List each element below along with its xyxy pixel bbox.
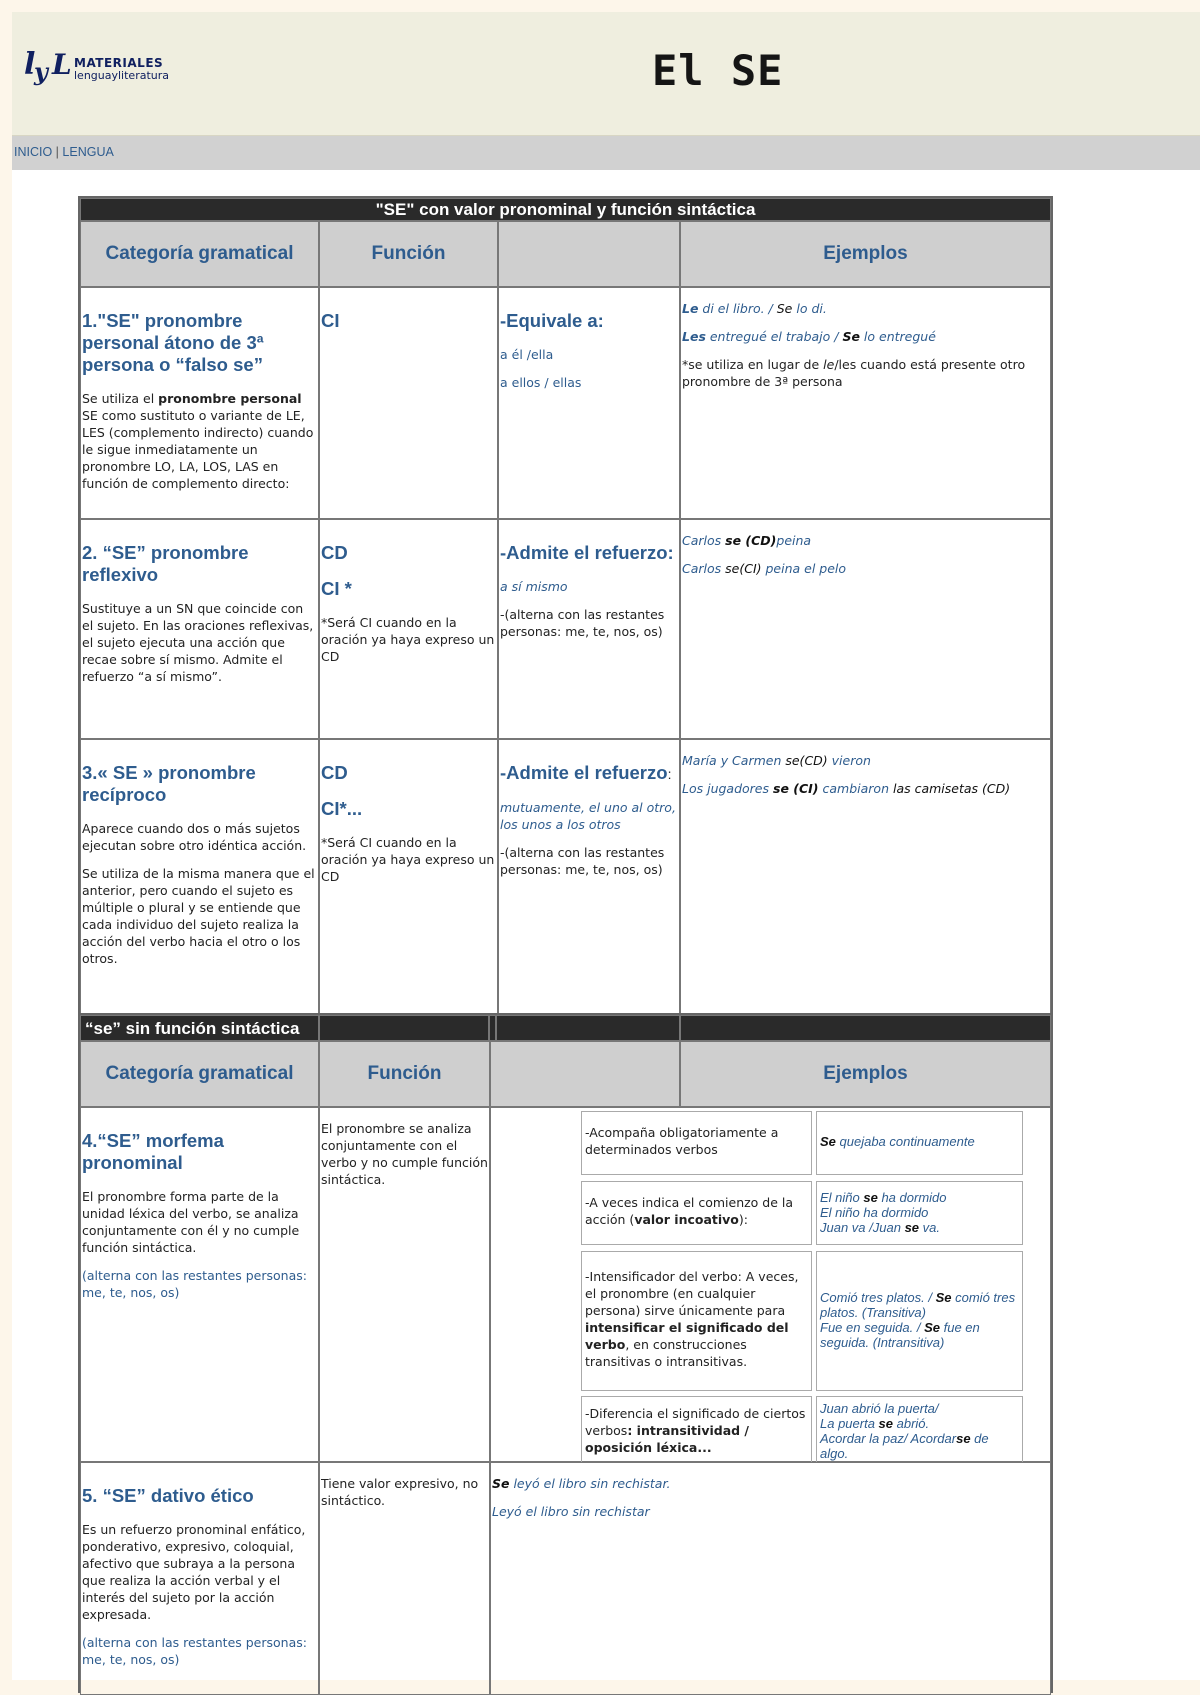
use-3-text-c: , en construcciones transitivas o intransitivas. (585, 1337, 748, 1369)
use-1-text: -Acompaña obligatoriamente a determinados verbos (585, 1125, 779, 1157)
row3-example-2 (682, 780, 1048, 797)
use-3-ex-b: comió tres platos. (Transitiva) (820, 1290, 1016, 1320)
svg-text:L: L (52, 48, 72, 81)
logo-materiales: MATERIALES (74, 56, 164, 70)
row3-example-1 (682, 752, 1048, 769)
use-4-ex-l2k: se (878, 1416, 894, 1431)
use-4-ex-l3b: de algo. (820, 1431, 989, 1461)
section1-table (78, 196, 1053, 1028)
row2-example-1 (682, 532, 1048, 549)
section2-title-gap-4 (680, 1015, 1051, 1041)
row1-example-2 (682, 328, 1048, 345)
use-2-example (816, 1181, 1023, 1245)
breadcrumb (14, 145, 114, 159)
row1-ex2-b: entregué el trabajo / (705, 329, 843, 344)
use-3-ex-d: fue en seguida. (Intransitiva) (820, 1320, 980, 1350)
use-3-example (816, 1251, 1023, 1391)
logo-lyl-icon (24, 44, 74, 86)
svg-text:l: l (24, 47, 36, 82)
use-2-text-b: valor incoativo (634, 1212, 739, 1227)
row5-ex1-b: leyó el libro sin rechistar. (509, 1476, 671, 1491)
use-4-ex-l3k: se (956, 1431, 971, 1446)
use-2-ex-l3b: va. (919, 1220, 940, 1235)
section1-title (80, 198, 1051, 221)
row5-description: Es un refuerzo pronominal enfático, ponderativo, expresivo, coloquial, afectivo que subraya a la persona que realiza la acción verbal y el interés del sujeto por la acción expresada. (82, 1522, 306, 1622)
use-1-ex-k: Se (820, 1134, 836, 1149)
row3-func-1: CD (321, 762, 348, 783)
s2-col-header-categoria-text: Categoría gramatical (105, 1063, 294, 1084)
page (12, 12, 1200, 1680)
row1-categoria (80, 287, 319, 519)
row5-alternation: (alterna con las restantes personas: me, te, nos, os) (82, 1635, 307, 1667)
row2-title: 2. “SE” pronombre reflexivo (82, 542, 249, 585)
use-4-ex-line-2 (820, 1416, 1019, 1431)
row3-ref-title-text: -Admite el refuerzo (500, 762, 668, 783)
row3-ex2-c: cambiaron (818, 781, 889, 796)
use-3-text-a: -Intensificador del verbo: A veces, el pronombre (en cualquier persona) sirve únicamente para (585, 1269, 799, 1318)
row2-ex2-c: peina el pelo (761, 561, 847, 576)
use-2-text-c: ): (738, 1212, 748, 1227)
s2-col-header-categoria (80, 1041, 319, 1107)
row3-ref-colon: : (667, 766, 672, 782)
row1-equiv-2: a ellos / ellas (500, 375, 582, 390)
logo-subtitle: lenguayliteratura (74, 69, 170, 82)
use-4-ex-l2a: La puerta (820, 1416, 879, 1431)
use-2 (581, 1181, 812, 1245)
row4-categoria (80, 1107, 319, 1462)
s2-col-header-funcion (319, 1041, 490, 1107)
row5-ex1-k: Se (492, 1476, 510, 1491)
row2-ex2-a: Carlos (682, 561, 726, 576)
row3-funcion (319, 739, 498, 1026)
row1-equiv-1: a él /ella (500, 347, 554, 362)
site-header (12, 12, 1200, 136)
row1-ex2-d: lo entregué (859, 329, 936, 344)
use-3-ex-a: Comió tres platos. / (820, 1290, 936, 1305)
row1-equiv-title: -Equivale a: (500, 310, 604, 331)
use-2-ex-line-1 (820, 1190, 1019, 1205)
row2-ex1-c: (CD) (741, 533, 777, 548)
row1-example-1 (682, 300, 1048, 317)
row3-ejemplos (680, 739, 1051, 1026)
s2-col-header-ejemplos-text: Ejemplos (823, 1063, 908, 1084)
row3-description-1: Aparece cuando dos o más sujetos ejecutan sobre otro idéntica acción. (82, 821, 307, 853)
use-2-ex-line-3 (820, 1220, 1019, 1235)
row3-refuerzo (498, 739, 680, 1026)
use-4-ex-l3a: Acordar la paz/ Acordar (820, 1431, 957, 1446)
col-header-funcion-text: Función (371, 243, 446, 264)
section2-title-gap-1 (319, 1015, 489, 1041)
use-2-ex-l1k: se (863, 1190, 878, 1205)
s2-col-header-blank (490, 1041, 680, 1107)
row3-func-2: CI*... (321, 798, 363, 819)
row2-ex1-b: se (725, 533, 742, 548)
row2-description: Sustituye a un SN que coincide con el sujeto. En las oraciones reflexivas, el sujeto ejecuta una acción que recae sobre sí mismo. Admite el refuerzo “a sí mismo”. (82, 601, 314, 684)
row2-refuerzo (498, 519, 680, 739)
use-4-ex-l2b: abrió. (893, 1416, 930, 1431)
use-1-ex-b: quejaba continuamente (835, 1134, 975, 1149)
row3-ex1-b: se(CD) (785, 753, 828, 768)
row1-desc-c: SE como sustituto o variante de LE, LES (complemento indirecto) cuando le sigue inmediatamente un pronombre LO, LA, LOS, LAS en función de complemento directo: (82, 408, 314, 491)
row1-ex1-c: Se (776, 301, 793, 316)
row3-ref-1: mutuamente, el uno al otro, los unos a los otros (500, 800, 676, 832)
row3-description-2: Se utiliza de la misma manera que el anterior, pero cuando el sujeto es múltiple o plural y se entiende que cada individuo del sujeto realiza la acción del verbo hacia el otro o los otros. (82, 866, 315, 966)
row4-title: 4.“SE” morfema pronominal (82, 1130, 224, 1173)
row2-func-1: CD (321, 542, 348, 563)
use-2-ex-l1b: ha dormido (877, 1190, 947, 1205)
row2-ref-1: a sí mismo (500, 579, 568, 594)
row1-title: 1."SE" pronombre personal átono de 3ª persona o “falso se” (82, 310, 264, 375)
row1-ejemplos (680, 287, 1051, 519)
row1-ex2-a: Les (682, 329, 706, 344)
row3-ex2-b: se (CI) (773, 781, 819, 796)
use-2-ex-l3a: Juan va /Juan (820, 1220, 905, 1235)
logo-text (74, 56, 169, 82)
row1-note (682, 356, 1048, 390)
row5-example-1 (492, 1475, 1050, 1492)
use-3-ex-c: Fue en seguida. / (820, 1320, 925, 1335)
row2-ejemplos (680, 519, 1051, 739)
row2-ex1-a: Carlos (682, 533, 726, 548)
use-3-ex-k2: Se (924, 1320, 940, 1335)
section2-title-gap-2 (489, 1015, 496, 1041)
row1-equivale (498, 287, 680, 519)
row5-categoria (80, 1462, 319, 1695)
row2-func-note: *Será CI cuando en la oración ya haya expreso un CD (321, 615, 495, 664)
row4-func: El pronombre se analiza conjuntamente con el verbo y no cumple función sintáctica. (321, 1121, 488, 1187)
use-4-text-b: : intransitividad / oposición léxica... (585, 1423, 750, 1455)
row4-description: El pronombre forma parte de la unidad léxica del verbo, se analiza conjuntamente con él y no cumple función sintáctica. (82, 1189, 300, 1255)
use-4-example (816, 1396, 1023, 1463)
row1-ex1-a: Le (682, 301, 699, 316)
row2-example-2 (682, 560, 1048, 577)
use-1-example (816, 1111, 1023, 1175)
page-title: El SE (652, 46, 784, 95)
row1-note-b: le (823, 357, 835, 372)
s2-col-header-ejemplos (680, 1041, 1051, 1107)
col-header-ejemplos (680, 221, 1051, 287)
svg-text:y: y (34, 57, 48, 86)
row3-categoria (80, 739, 319, 1026)
row2-ex2-b: se(CI) (725, 561, 762, 576)
row5-example-2: Leyó el libro sin rechistar (492, 1504, 650, 1519)
use-2-ex-l3k: se (904, 1220, 920, 1235)
row1-note-a: *se utiliza en lugar de (682, 357, 824, 372)
row1-desc-a: Se utiliza el (82, 391, 159, 406)
s2-col-header-funcion-text: Función (367, 1063, 442, 1084)
use-4-ex-line-3 (820, 1431, 1019, 1461)
use-4-text-a: -Diferencia el significado de ciertos verbos (585, 1406, 806, 1438)
col-header-categoria (80, 221, 319, 287)
use-3-ex-k: Se (935, 1290, 952, 1305)
use-2-ex-line-2: El niño ha dormido (820, 1205, 929, 1220)
row3-ref-2: -(alterna con las restantes personas: me, te, nos, os) (500, 845, 665, 877)
use-4 (581, 1396, 812, 1463)
row2-ex1-d: peina (776, 533, 812, 548)
row3-ex1-c: vieron (827, 753, 871, 768)
row2-func-2: CI * (321, 578, 352, 599)
row3-ex1-a: María y Carmen (682, 753, 786, 768)
use-3 (581, 1251, 812, 1391)
section2-title-text: “se” sin función sintáctica (85, 1019, 300, 1038)
row5-ejemplos (490, 1462, 1051, 1695)
row1-func: CI (321, 310, 340, 331)
row1-note-c: /les cuando está presente otro pronombre de 3ª persona (682, 357, 1026, 389)
row3-func-note: *Será CI cuando en la oración ya haya expreso un CD (321, 835, 495, 884)
row3-title: 3.« SE » pronombre recíproco (82, 762, 256, 805)
col-header-funcion (319, 221, 498, 287)
col-header-blank (498, 221, 680, 287)
nav-link-lengua[interactable]: LENGUA (62, 145, 114, 159)
row1-funcion (319, 287, 498, 519)
col-header-ejemplos-text: Ejemplos (823, 243, 908, 264)
row3-ex2-a: Los jugadores (682, 781, 773, 796)
row5-func: Tiene valor expresivo, no sintáctico. (321, 1476, 479, 1508)
nav-separator: | (52, 145, 63, 159)
row3-ref-title (500, 762, 679, 785)
row2-ref-title: -Admite el refuerzo: (500, 542, 674, 563)
row2-categoria (80, 519, 319, 739)
row1-ex1-d: lo di. (792, 301, 827, 316)
row4-funcion (319, 1107, 490, 1462)
row1-description (82, 390, 318, 492)
site-logo[interactable] (24, 44, 194, 104)
section2-title-gap-3 (496, 1015, 680, 1041)
use-1 (581, 1111, 812, 1175)
section2-title (80, 1015, 319, 1041)
row5-title: 5. “SE” dativo ético (82, 1485, 254, 1506)
section1-title-text: "SE" con valor pronominal y función sintáctica (375, 200, 756, 219)
row2-ref-2: -(alterna con las restantes personas: me, te, nos, os) (500, 607, 665, 639)
section2-table (78, 1013, 1053, 1693)
row5-funcion (319, 1462, 490, 1695)
use-2-ex-l1a: El niño (820, 1190, 864, 1205)
nav-bar (12, 136, 1200, 170)
row1-ex2-c: Se (842, 329, 860, 344)
row1-ex1-b: di el libro. / (698, 301, 777, 316)
row2-funcion (319, 519, 498, 739)
row1-desc-b: pronombre personal (158, 391, 302, 406)
use-3-text-b: intensificar el significado del verbo (585, 1320, 789, 1352)
nav-link-inicio[interactable]: INICIO (14, 145, 53, 159)
row4-alternation: (alterna con las restantes personas: me, te, nos, os) (82, 1268, 307, 1300)
col-header-categoria-text: Categoría gramatical (105, 243, 294, 264)
use-4-ex-line-1: Juan abrió la puerta/ (820, 1401, 939, 1416)
use-2-text-a: -A veces indica el comienzo de la acción ( (585, 1195, 794, 1227)
row3-ex2-d: las camisetas (CD) (889, 781, 1011, 796)
